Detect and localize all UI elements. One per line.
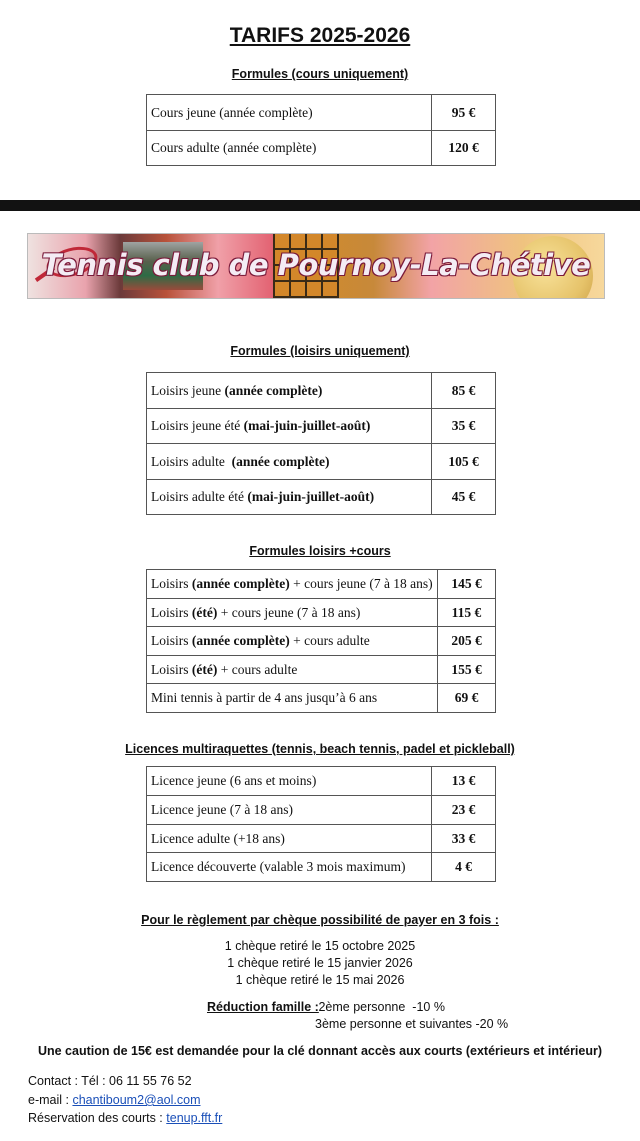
section-heading-loisirs: Formules (loisirs uniquement) — [230, 344, 410, 358]
row-label: Loisirs adulte (année complète) — [147, 444, 432, 480]
row-price: 205 € — [438, 627, 496, 656]
reservation-label: Réservation des courts : — [28, 1111, 167, 1125]
table-row — [147, 853, 496, 882]
row-label: Loisirs jeune (année complète) — [147, 373, 432, 409]
reduction-label: Réduction famille : — [207, 1000, 319, 1014]
caution-notice: Une caution de 15€ est demandée pour la clé donnant accès aux courts (extérieurs et intérieur) — [37, 1044, 603, 1058]
reservation-link[interactable]: tenup.fft.fr — [166, 1111, 223, 1125]
section-heading-cours: Formules (cours uniquement) — [231, 67, 409, 81]
section-heading-mixte: Formules loisirs +cours — [249, 544, 391, 558]
row-price: 95 € — [432, 95, 496, 131]
table-loisirs — [146, 372, 496, 515]
row-price: 33 € — [432, 825, 496, 853]
table-row — [147, 570, 496, 599]
row-label: Cours adulte (année complète) — [147, 131, 432, 166]
payment-line: 1 chèque retiré le 15 mai 2026 — [235, 973, 405, 987]
banner-title: Tennis club de Pournoy-La-Chétive — [41, 248, 591, 282]
row-price: 105 € — [432, 444, 496, 480]
table-row — [147, 825, 496, 853]
table-row — [147, 373, 496, 409]
row-label: Licence découverte (valable 3 mois maximum) — [147, 853, 432, 882]
reduction-line: 2ème personne -10 % — [315, 1000, 445, 1014]
row-price: 85 € — [432, 373, 496, 409]
row-label: Licence jeune (6 ans et moins) — [147, 767, 432, 796]
table-row — [147, 95, 496, 131]
row-price: 45 € — [432, 480, 496, 515]
row-price: 69 € — [438, 684, 496, 713]
contact-reservation — [28, 1111, 222, 1125]
row-label: Loisirs (été) + cours adulte — [147, 656, 438, 684]
payment-line: 1 chèque retiré le 15 janvier 2026 — [227, 956, 413, 970]
row-label: Loisirs (année complète) + cours adulte — [147, 627, 438, 656]
section-heading-licences: Licences multiraquettes (tennis, beach tennis, padel et pickleball) — [125, 742, 515, 756]
row-price: 115 € — [438, 599, 496, 627]
row-price: 4 € — [432, 853, 496, 882]
reduction-line: 3ème personne et suivantes -20 % — [315, 1017, 509, 1031]
row-price: 35 € — [432, 409, 496, 444]
contact-email — [28, 1093, 201, 1107]
table-row — [147, 684, 496, 713]
row-label: Loisirs adulte été (mai-juin-juillet-août) — [147, 480, 432, 515]
row-price: 145 € — [438, 570, 496, 599]
row-price: 155 € — [438, 656, 496, 684]
row-label: Loisirs jeune été (mai-juin-juillet-août) — [147, 409, 432, 444]
table-row — [147, 599, 496, 627]
table-row — [147, 767, 496, 796]
row-label: Loisirs (année complète) + cours jeune (7 à 18 ans) — [147, 570, 438, 599]
contact-email-label: e-mail : — [28, 1093, 73, 1107]
row-price: 13 € — [432, 767, 496, 796]
table-cours — [146, 94, 496, 166]
table-row — [147, 131, 496, 166]
table-licences — [146, 766, 496, 882]
payment-heading: Pour le règlement par chèque possibilité de payer en 3 fois : — [141, 913, 499, 927]
table-row — [147, 480, 496, 515]
table-row — [147, 796, 496, 825]
row-price: 23 € — [432, 796, 496, 825]
table-mixte — [146, 569, 496, 713]
row-label: Licence jeune (7 à 18 ans) — [147, 796, 432, 825]
row-label: Loisirs (été) + cours jeune (7 à 18 ans) — [147, 599, 438, 627]
row-label: Cours jeune (année complète) — [147, 95, 432, 131]
page-title: TARIFS 2025-2026 — [229, 24, 411, 47]
table-row — [147, 627, 496, 656]
separator-bar — [0, 200, 640, 211]
club-banner — [27, 233, 605, 299]
row-price: 120 € — [432, 131, 496, 166]
table-row — [147, 656, 496, 684]
table-row — [147, 409, 496, 444]
row-label: Licence adulte (+18 ans) — [147, 825, 432, 853]
table-row — [147, 444, 496, 480]
email-link[interactable]: chantiboum2@aol.com — [72, 1093, 201, 1107]
contact-phone: Contact : Tél : 06 11 55 76 52 — [28, 1074, 192, 1088]
row-label: Mini tennis à partir de 4 ans jusqu’à 6 ans — [147, 684, 438, 713]
payment-line: 1 chèque retiré le 15 octobre 2025 — [224, 939, 416, 953]
